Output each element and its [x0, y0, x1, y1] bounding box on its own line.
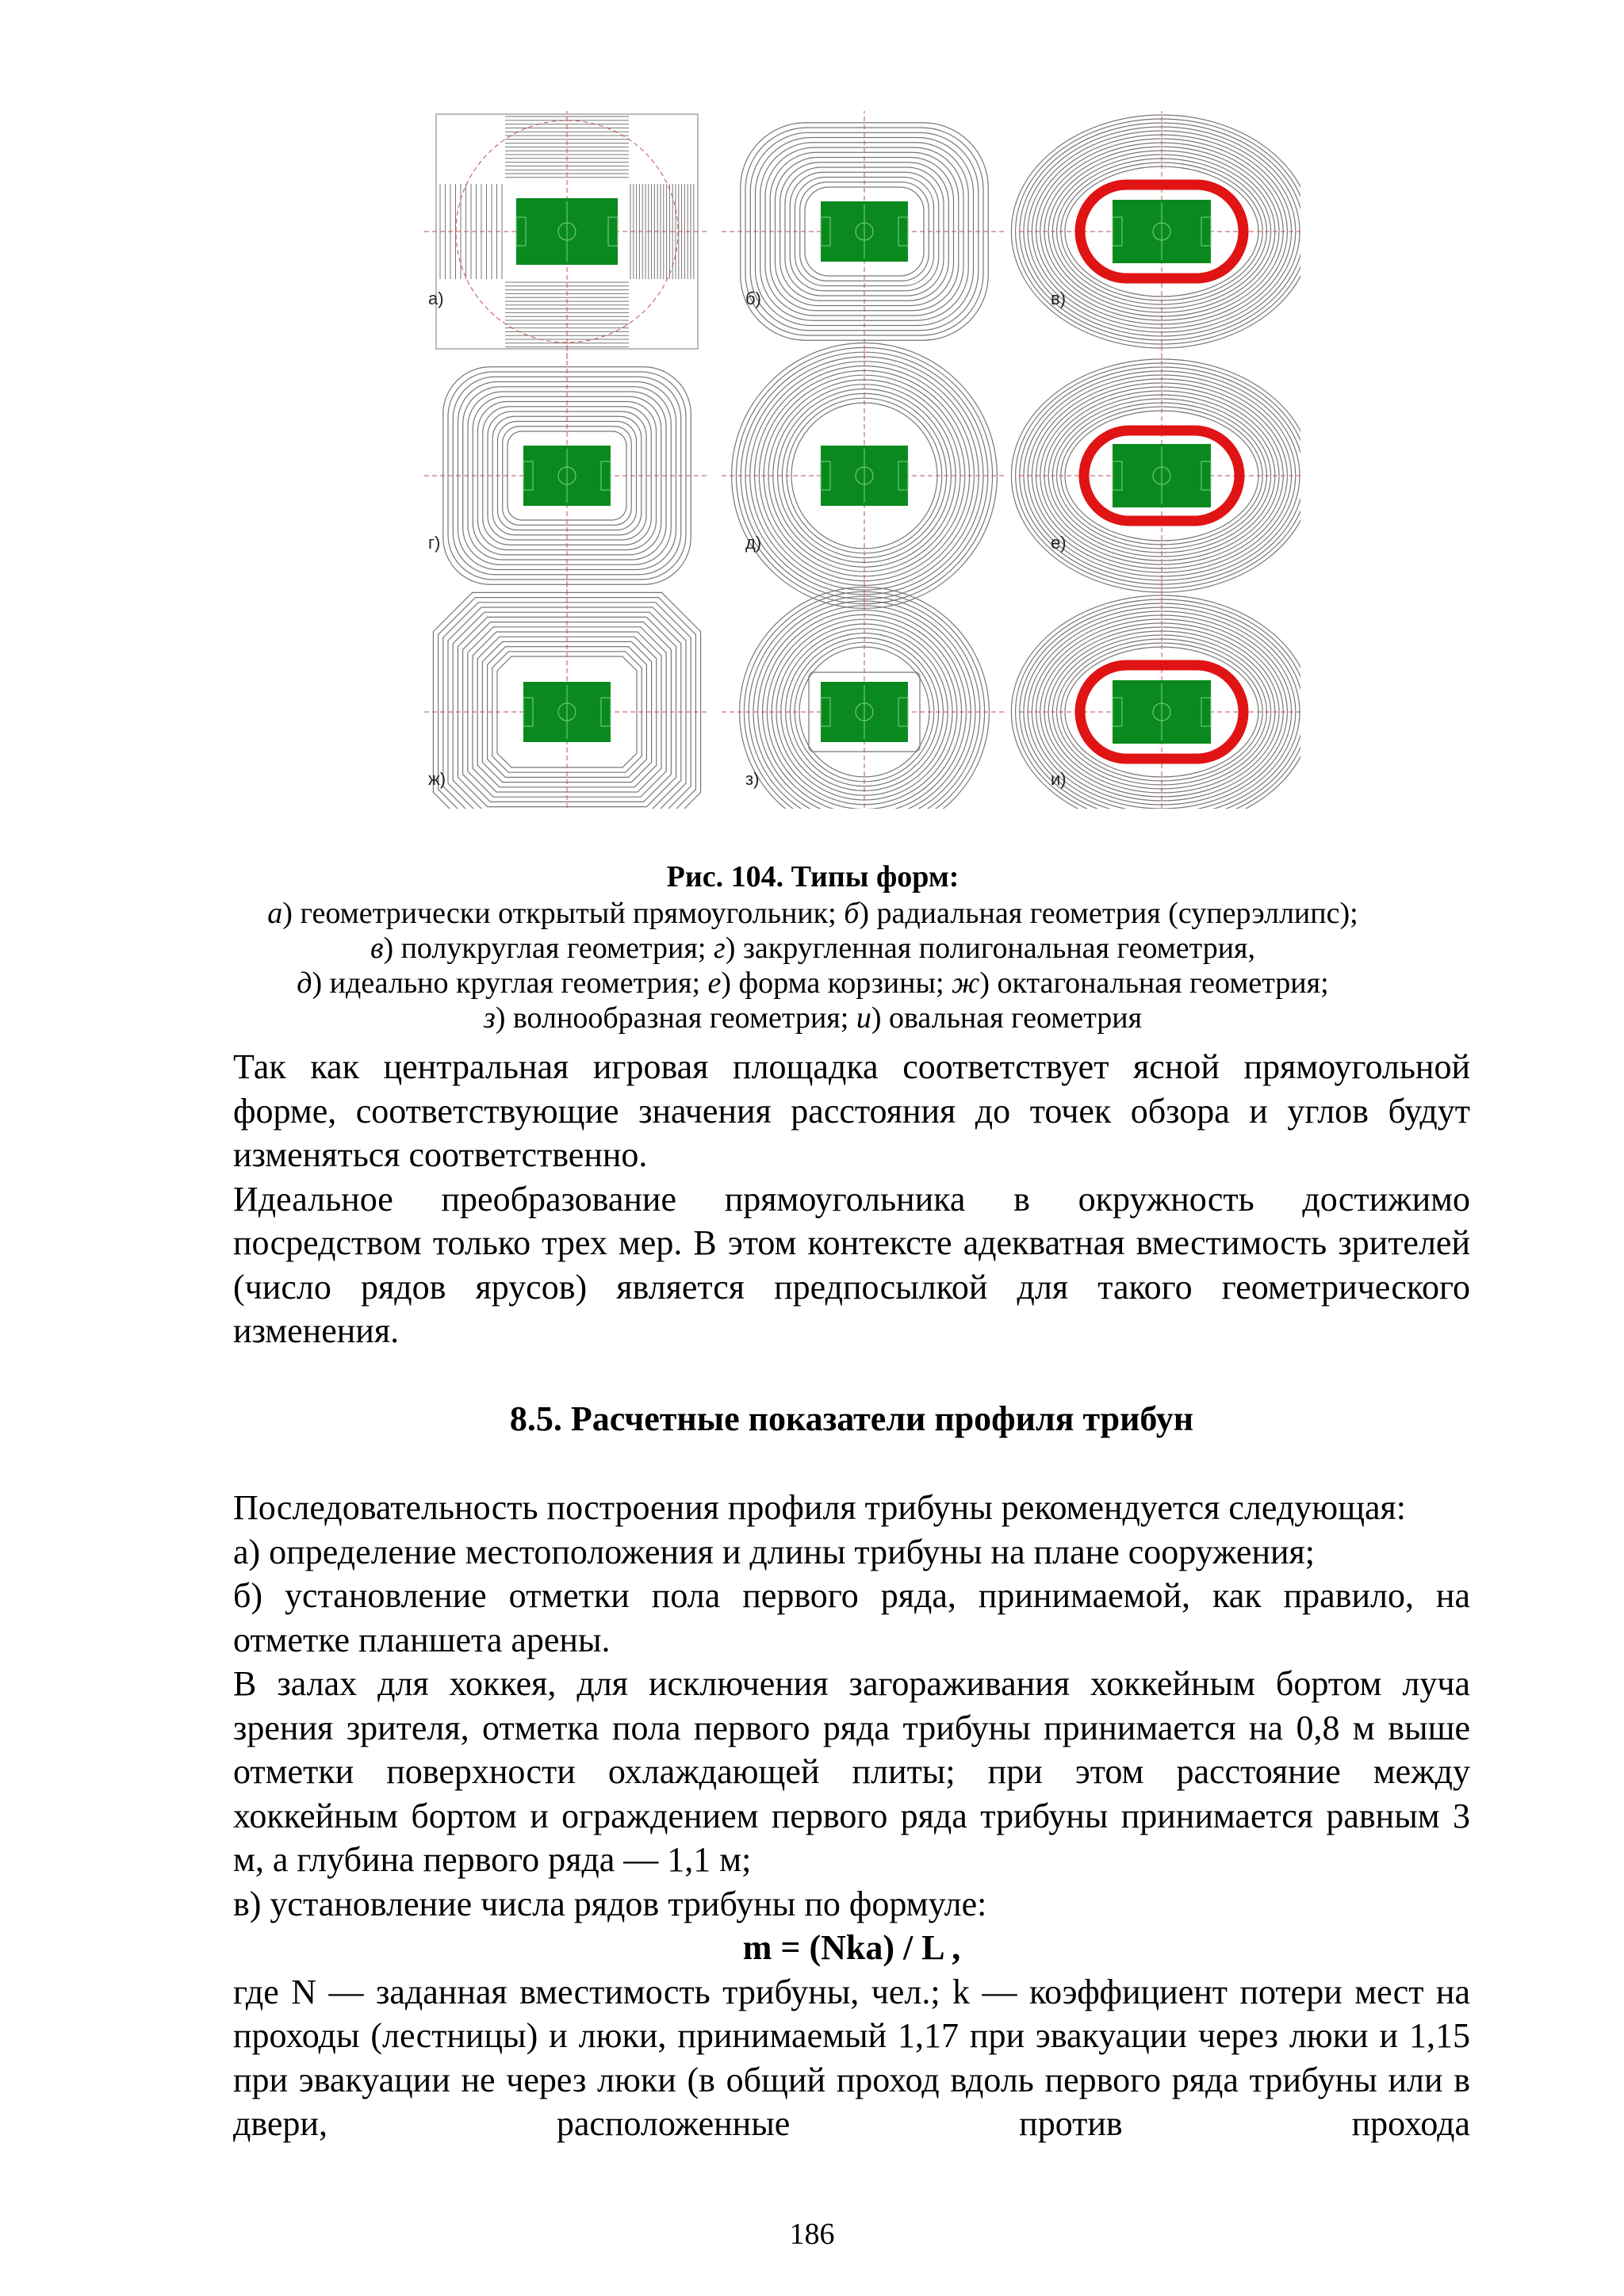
figure-caption	[230, 858, 1396, 1035]
page-number: 186	[789, 2218, 835, 2251]
paragraph-3: Последовательность построения профиля трибуны рекомендуется следующая:	[233, 1488, 1406, 1527]
panel-label: в)	[1051, 289, 1067, 308]
stadium-plan-5	[722, 343, 1007, 609]
paragraph-5: где N — заданная вместимость трибуны, чел.; k — коэффициент потери мест на проходы (лестницы) и люки, принимаемый 1,17 при эвакуации через люки и 1,15 при эвакуации не через люки (в общий проход вдоль первого ряда трибуны или в двери, расположенные против прохода	[233, 1972, 1470, 2143]
caption-title: Рис. 104. Типы форм:	[666, 860, 959, 894]
panel-label: з)	[745, 769, 760, 789]
stadium-diagram	[412, 111, 1300, 809]
paragraph-4: В залах для хоккея, для исключения загораживания хоккейным бортом луча зрения зрителя, отметка пола первого ряда трибуны принимается на 0,8 м выше отметки поверхности охлаждающей плиты; при этом расстояние между хоккейным бортом и ограждением первого ряда трибуны принимается равным 3 м, а глубина первого ряда — 1,1 м;	[233, 1664, 1470, 1879]
stadium-plan-7	[424, 581, 710, 809]
caption-line: з) волнообразная геометрия; и) овальная геометрия	[483, 1001, 1143, 1035]
body-text-bottom	[233, 1486, 1470, 2146]
caption-line: а) геометрически открытый прямоугольник; б) радиальная геометрия (суперэллипс);	[267, 897, 1358, 930]
paragraph-2: Идеальное преобразование прямоугольника в окружность достижимо посредством только трех мер. В этом контексте адекватная вместимость зрителей (число рядов ярусов) является предпосылкой для такого геометрического изменения.	[233, 1179, 1470, 1350]
list-item-b: б) установление отметки пола первого ряда, принимаемой, как правило, на отметке планшета арены.	[233, 1576, 1470, 1659]
caption-lines	[230, 896, 1396, 1035]
stadium-plan-6	[1011, 345, 1300, 607]
caption-line: д) идеально круглая геометрия; е) форма корзины; ж) октагональная геометрия;	[297, 966, 1329, 1000]
stadium-shapes-figure	[412, 111, 1300, 809]
panel-label: д)	[745, 533, 762, 553]
stadium-plan-2	[722, 111, 1007, 362]
body-text-top	[233, 1045, 1470, 1353]
panel-label: а)	[428, 289, 444, 308]
panel-label: и)	[1051, 769, 1067, 789]
section-heading: 8.5. Расчетные показатели профиля трибун	[509, 1399, 1194, 1438]
stadium-plan-1	[424, 111, 710, 362]
list-item-a: а) определение местоположения и длины трибуны на плане сооружения;	[233, 1532, 1315, 1571]
stadium-plan-3	[1011, 111, 1300, 362]
panel-label: б)	[745, 289, 761, 308]
panel-label: г)	[428, 533, 441, 553]
stadium-plan-4	[424, 345, 710, 607]
panel-label: е)	[1051, 533, 1067, 553]
caption-line: в) полукруглая геометрия; г) закругленная полигональная геометрия,	[370, 932, 1256, 965]
panel-label: ж)	[428, 769, 446, 789]
list-item-c: в) установление числа рядов трибуны по формуле:	[233, 1884, 987, 1923]
formula: m = (Nka) / L ,	[742, 1928, 961, 1967]
paragraph-1: Так как центральная игровая площадка соответствует ясной прямоугольной форме, соответствующие значения расстояния до точек обзора и углов будут изменяться соответственно.	[233, 1047, 1470, 1174]
stadium-plan-8	[722, 581, 1007, 809]
